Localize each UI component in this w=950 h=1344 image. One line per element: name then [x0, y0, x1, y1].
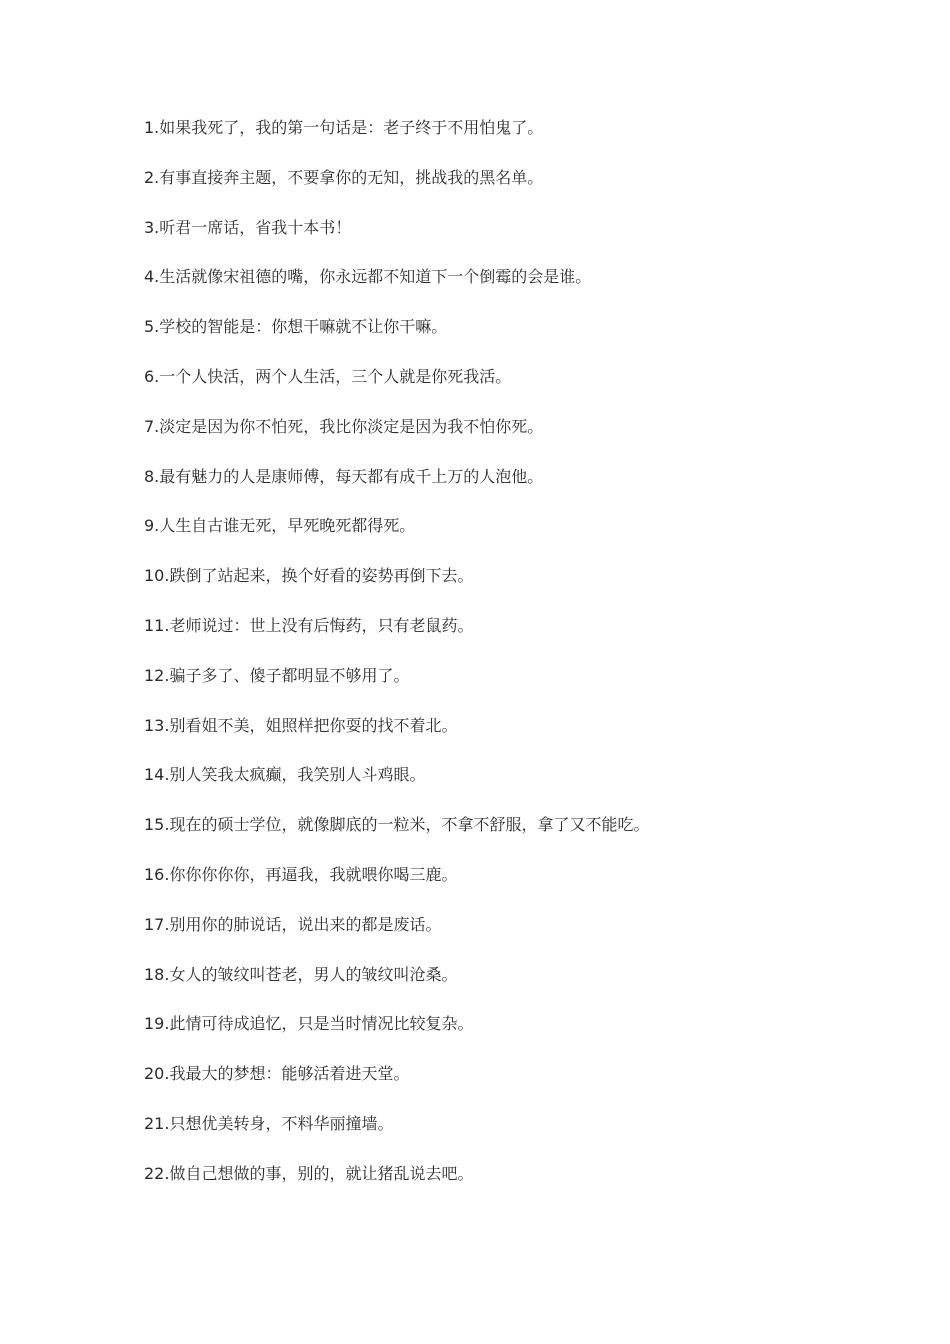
list-item: 1.如果我死了，我的第一句话是：老子终于不用怕鬼了。 [144, 118, 544, 137]
list-item: 8.最有魅力的人是康师傅，每天都有成千上万的人泡他。 [144, 466, 544, 486]
list-item: 6.一个人快活，两个人生活，三个人就是你死我活。 [144, 366, 512, 386]
list-item: 22.做自己想做的事，别的，就让猪乱说去吧。 [144, 1163, 474, 1183]
list-item: 15.现在的硕士学位，就像脚底的一粒米，不拿不舒服，拿了又不能吃。 [144, 815, 650, 835]
list-item: 4.生活就像宋祖德的嘴，你永远都不知道下一个倒霉的会是谁。 [144, 267, 592, 287]
list-item: 19.此情可待成追忆，只是当时情况比较复杂。 [144, 1014, 474, 1034]
list-item: 18.女人的皱纹叫苍老，男人的皱纹叫沧桑。 [144, 964, 458, 984]
jokes-list [144, 115, 904, 1211]
list-item: 17.别用你的肺说话，说出来的都是废话。 [144, 914, 442, 934]
list-item: 13.别看姐不美，姐照样把你耍的找不着北。 [144, 715, 458, 735]
list-item: 12.骗子多了、傻子都明显不够用了。 [144, 665, 410, 685]
list-item: 14.别人笑我太疯癫，我笑别人斗鸡眼。 [144, 765, 426, 785]
list-item: 7.淡定是因为你不怕死，我比你淡定是因为我不怕你死。 [144, 416, 544, 436]
list-item: 3.听君一席话，省我十本书！ [144, 217, 352, 237]
list-item: 5.学校的智能是：你想干嘛就不让你干嘛。 [144, 317, 448, 337]
list-item: 9.人生自古谁无死，早死晚死都得死。 [144, 516, 416, 536]
list-item: 20.我最大的梦想：能够活着进天堂。 [144, 1064, 410, 1084]
list-item: 16.你你你你你，再逼我，我就喂你喝三鹿。 [144, 864, 458, 884]
list-item: 21.只想优美转身，不料华丽撞墙。 [144, 1113, 394, 1133]
list-item: 2.有事直接奔主题，不要拿你的无知，挑战我的黑名单。 [144, 167, 544, 187]
list-item: 11.老师说过：世上没有后悔药，只有老鼠药。 [144, 615, 474, 635]
list-item: 10.跌倒了站起来，换个好看的姿势再倒下去。 [144, 566, 474, 586]
